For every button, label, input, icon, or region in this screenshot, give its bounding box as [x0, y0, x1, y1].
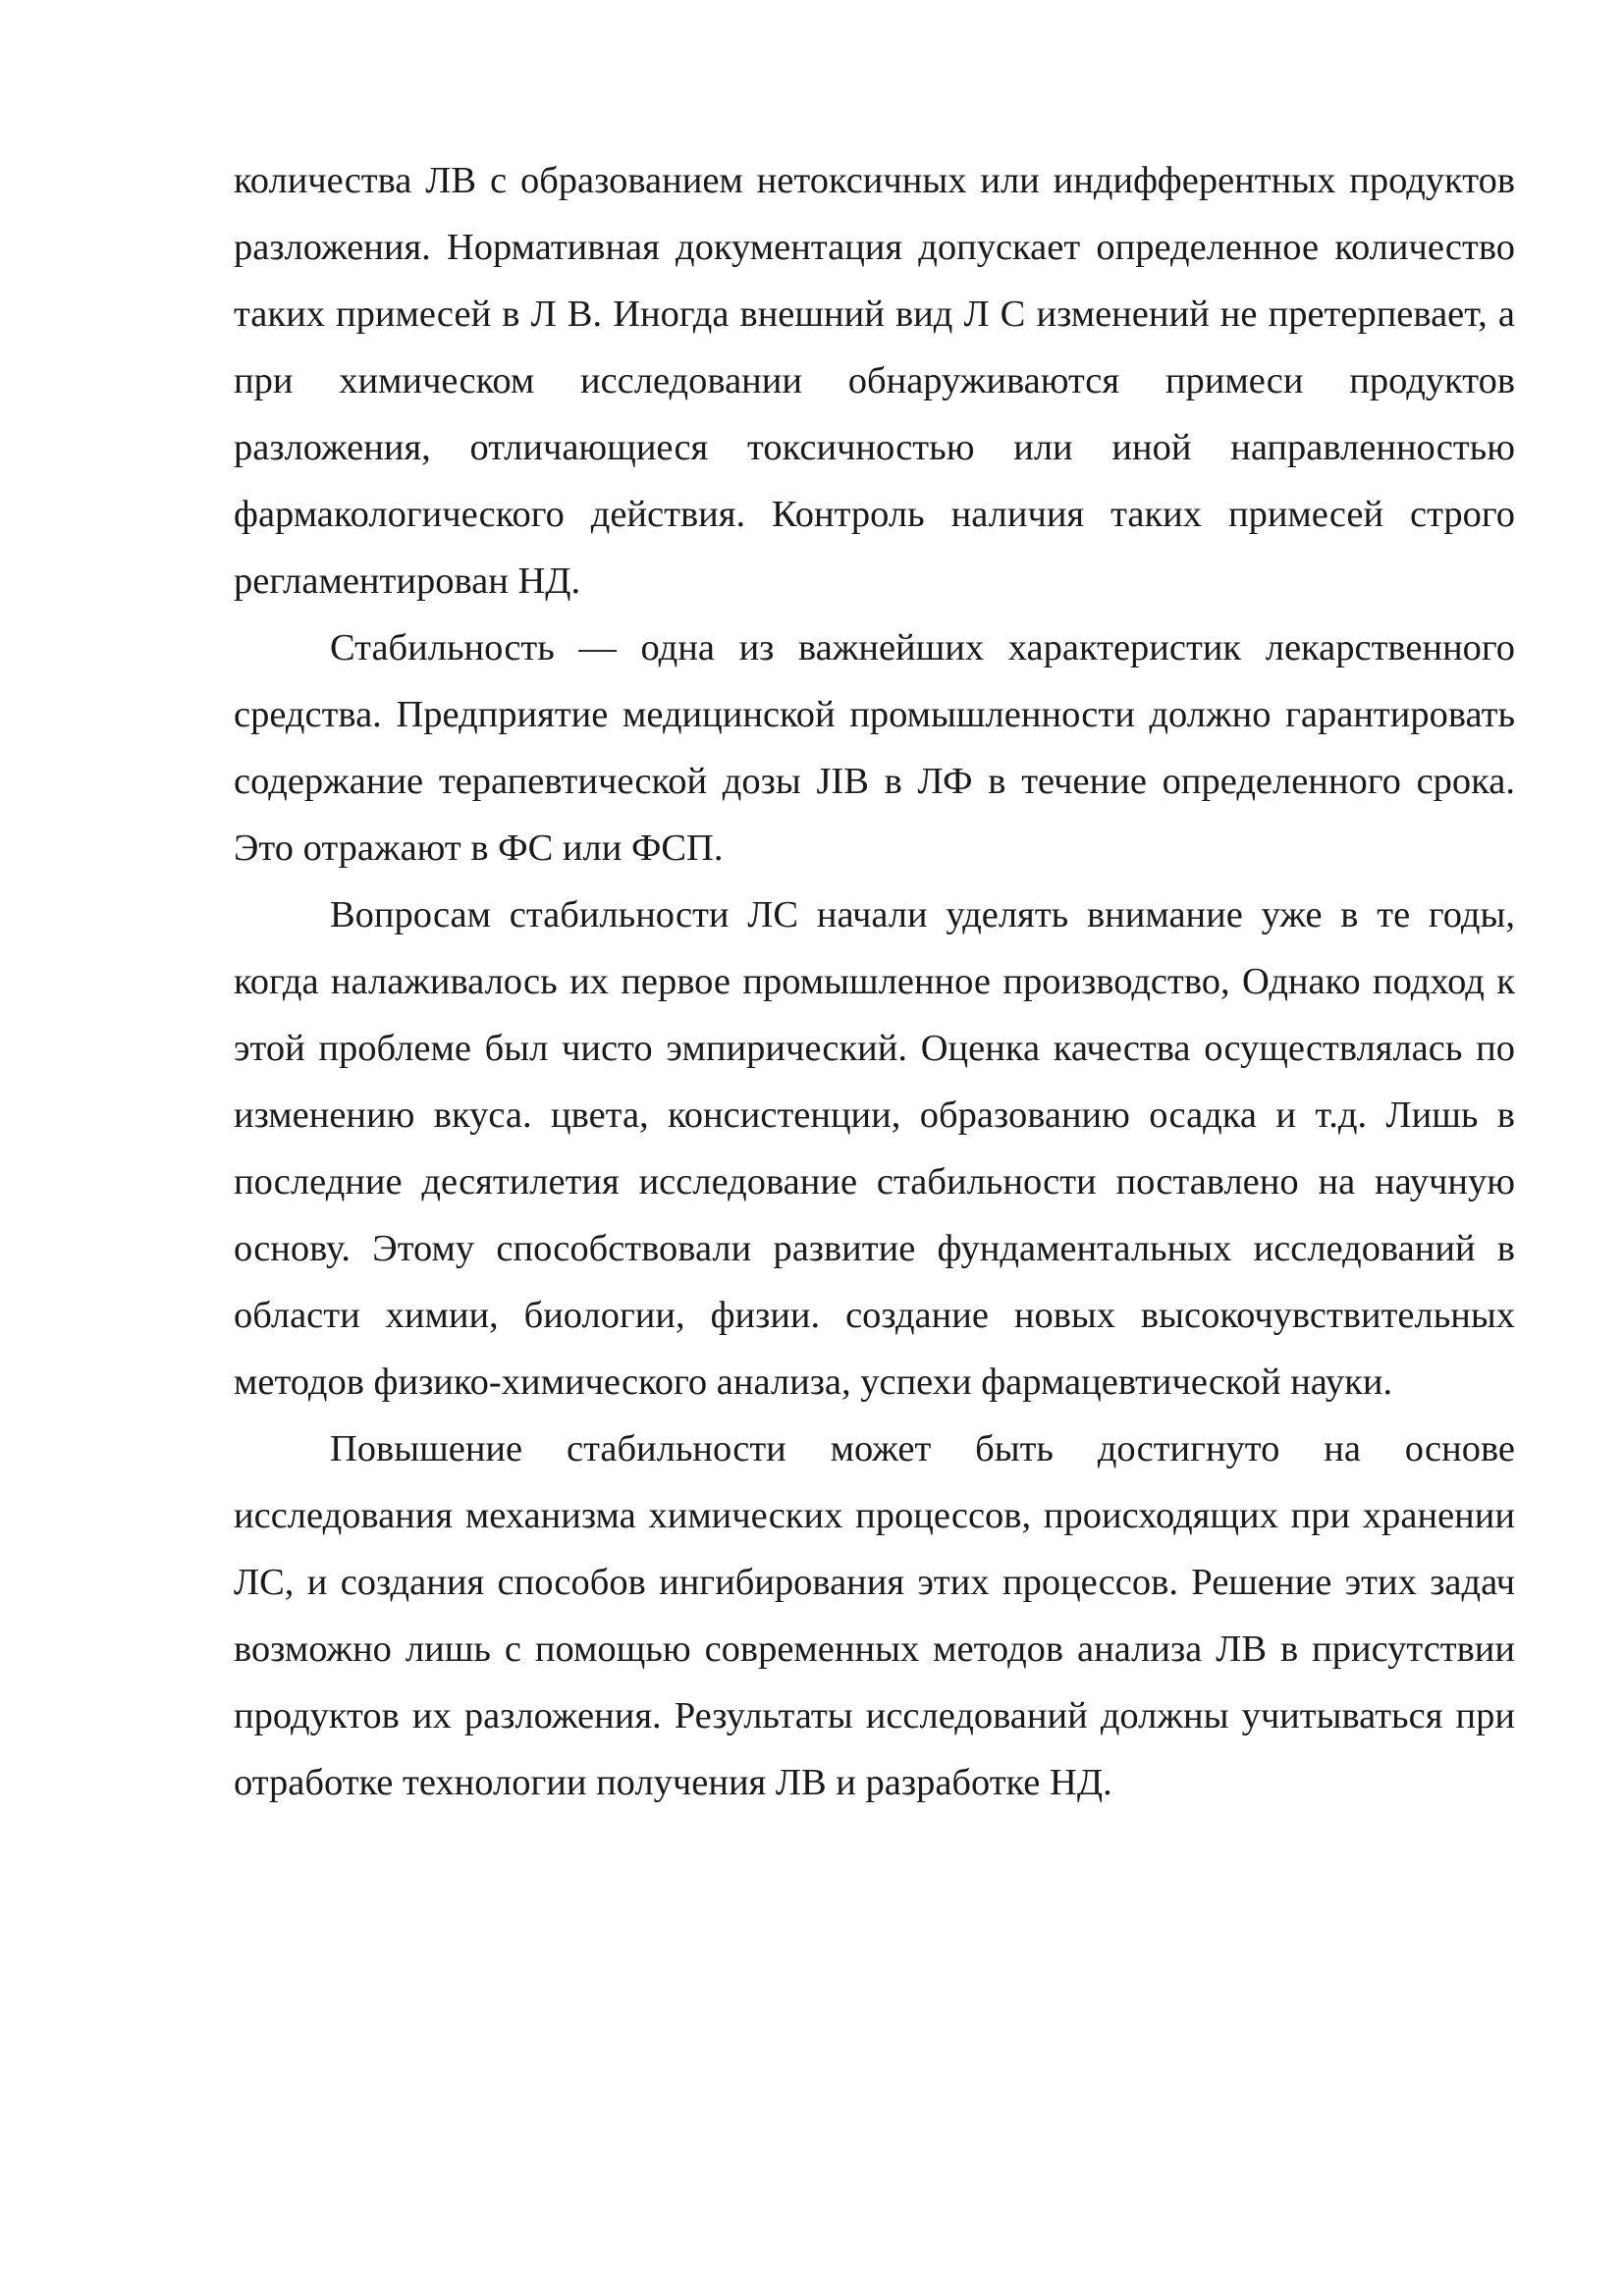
paragraph-stability-history: Вопросам стабильности ЛС начали уделять внимание уже в те годы, когда налаживалось их первое промышленное производство, Однако подход к этой проблеме был чисто эмпирический. Оценка качества осуществлялась по изменению вкуса. цвета, консистенции, образованию осадка и т.д. Лишь в последние десятилетия исследование стабильности поставлено на научную основу. Этому способствовали развитие фундаментальных исследований в области химии, биологии, физии. создание новых высокочувствительных методов физико-химического анализа, успехи фармацевтической науки. [234, 894, 1515, 1403]
document-body [234, 147, 1515, 1816]
paragraph-stability-definition: Стабильность — одна из важнейших характеристик лекарственного средства. Предприятие медицинской промышленности должно гарантировать содержание терапевтической дозы JIB в ЛФ в течение определенного срока. Это отражают в ФС или ФСП. [234, 627, 1515, 869]
paragraph-stability-improvement: Повышение стабильности может быть достигнуто на основе исследования механизма химических процессов, происходящих при хранении ЛС, и создания способов ингибирования этих процессов. Решение этих задач возможно лишь с помощью современных методов анализа ЛВ в присутствии продуктов их разложения. Результаты исследований должны учитываться при отработке технологии получения ЛВ и разработке НД. [234, 1428, 1515, 1803]
paragraph-impurities: количества ЛВ с образованием нетоксичных или индифферентных продуктов разложения. Нормативная документация допускает определенное количество таких примесей в Л В. Иногда внешний вид Л С изменений не претерпевает, а при химическом исследовании обнаруживаются примеси продуктов разложения, отличающиеся токсичностью или иной направленностью фармакологического действия. Контроль наличия таких примесей строго регламентирован НД. [234, 160, 1515, 602]
